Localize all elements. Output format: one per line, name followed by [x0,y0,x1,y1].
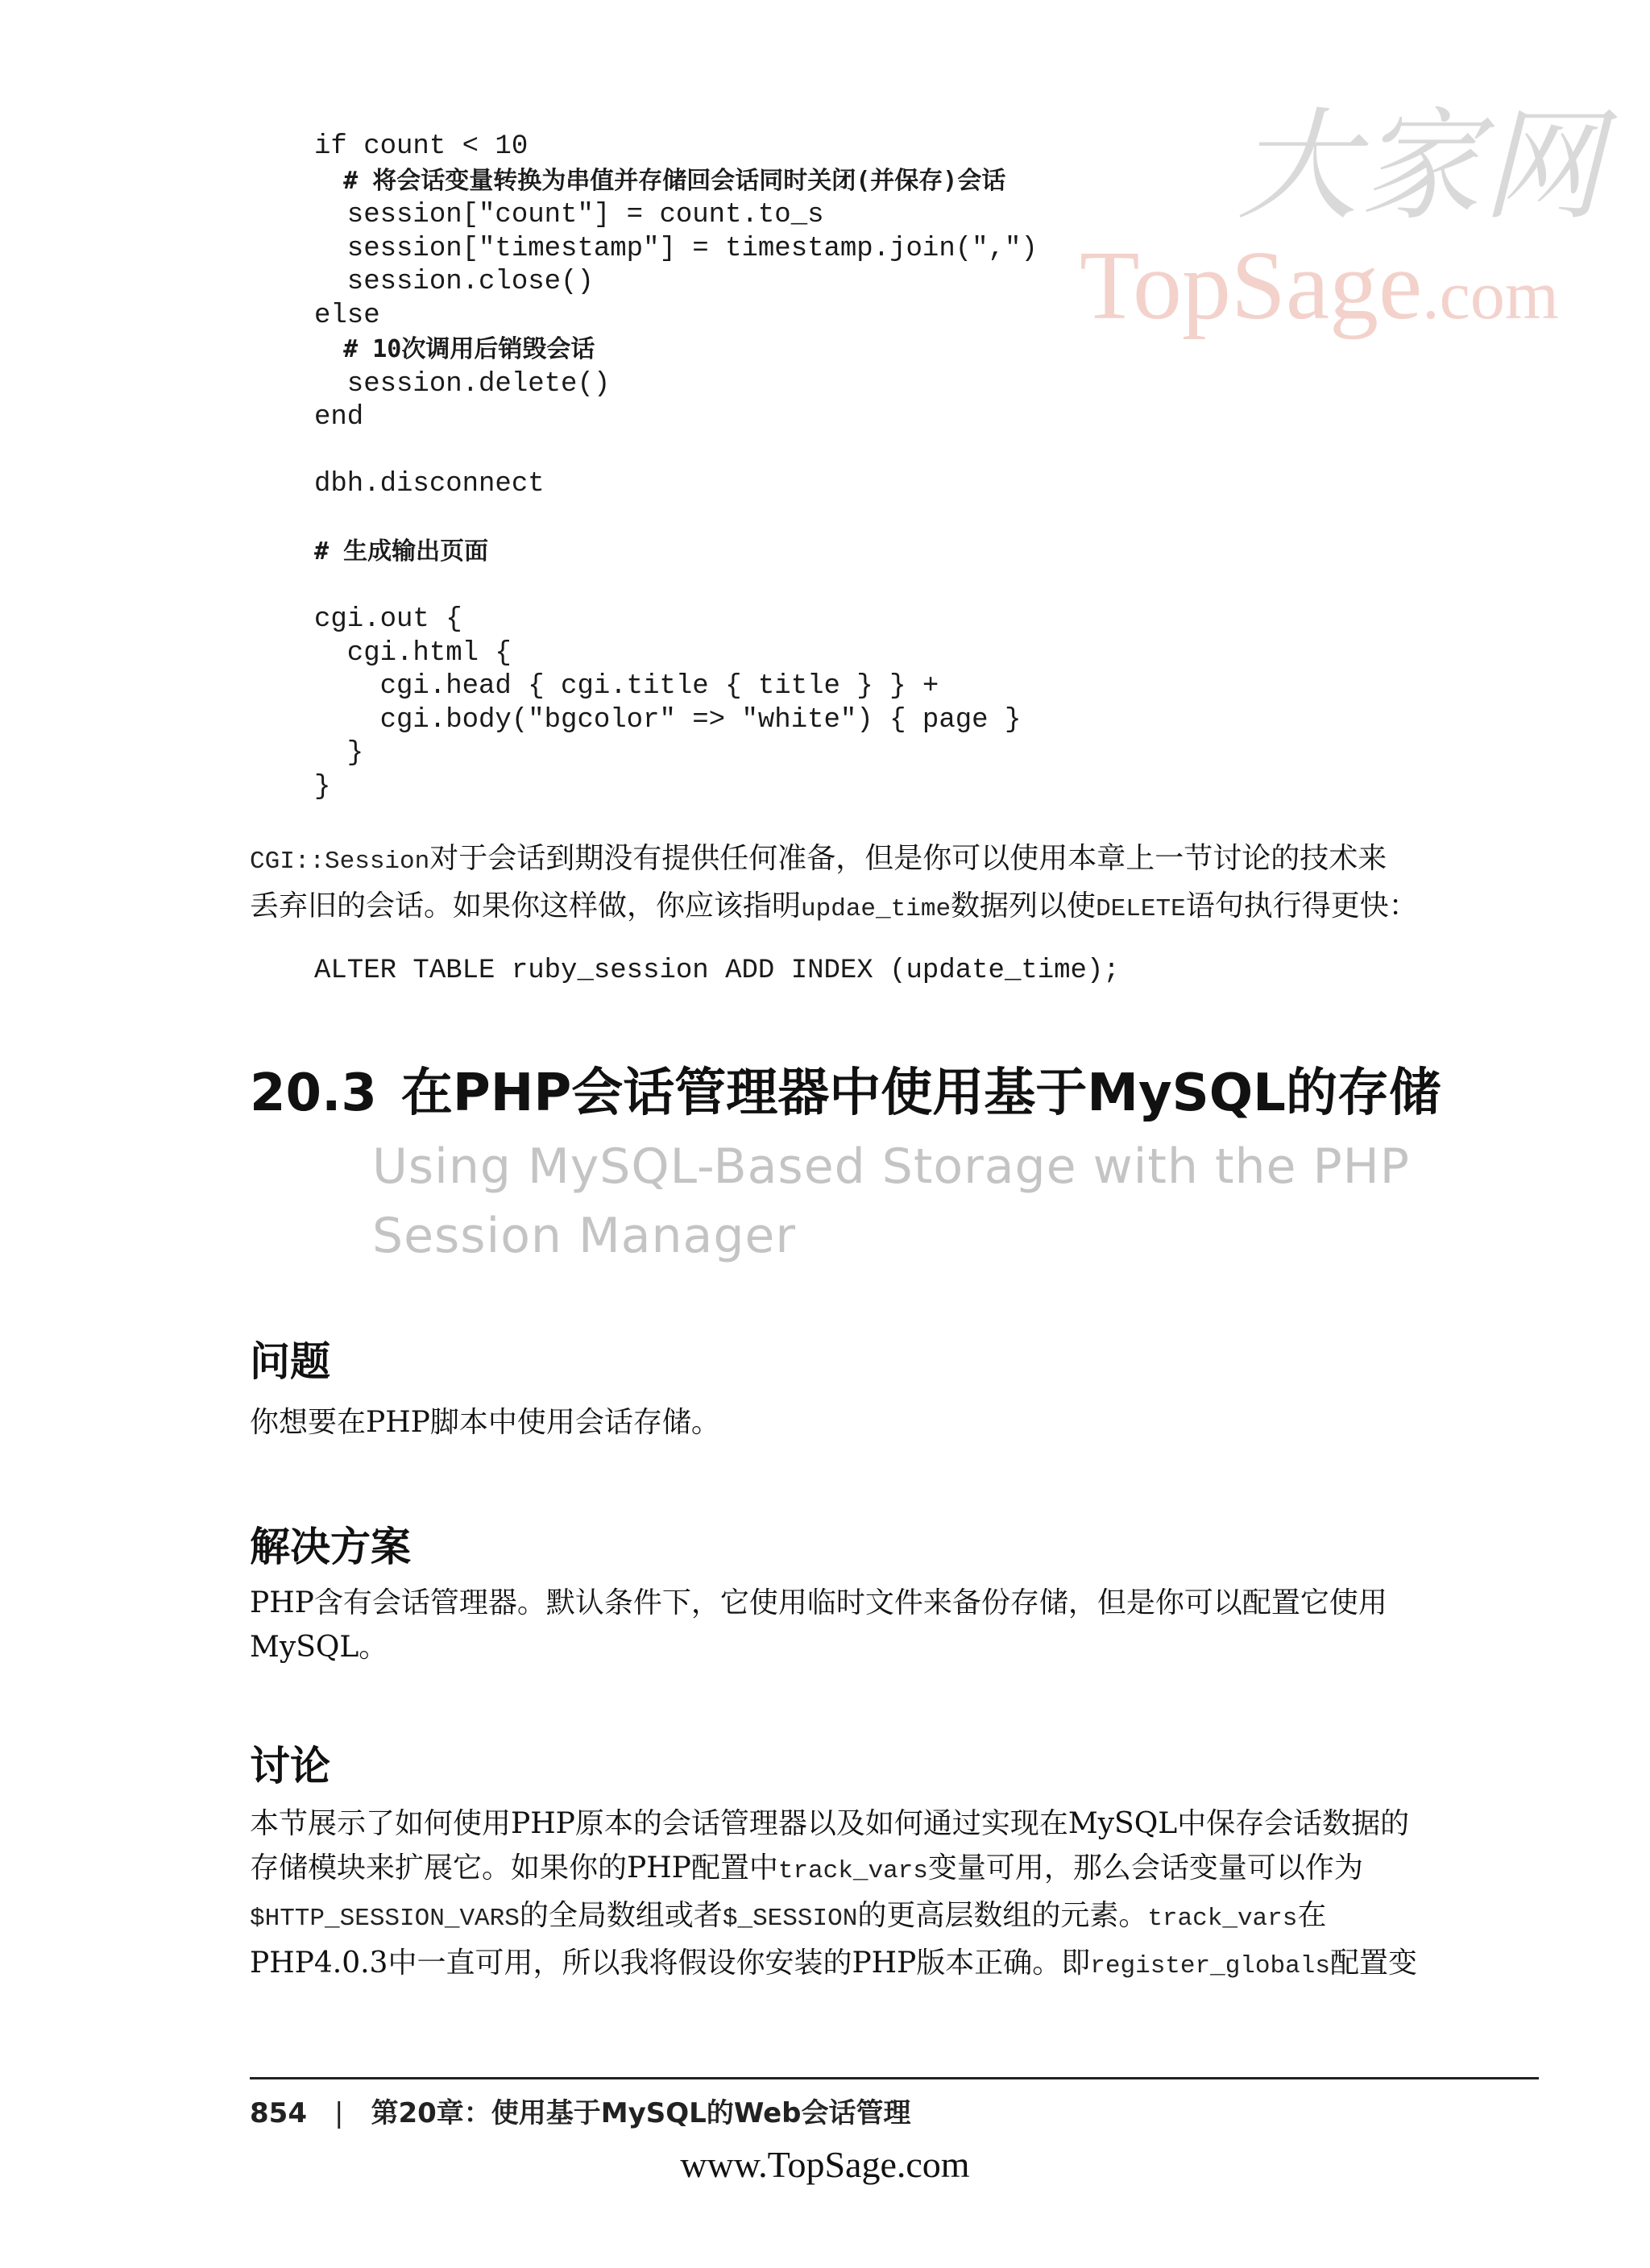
page-number: 854 [250,2097,307,2129]
code-line: else [314,300,380,331]
paragraph-line: 丢弃旧的会话。如果你这样做，你应该指明updae_time数据列以使DELETE语句执行得更快： [250,889,1418,923]
heading-discussion: 讨论 [250,1743,330,1789]
watermark-english: TopSage.com [1080,231,1559,340]
paragraph-solution [250,1581,1539,1669]
code-line: end [314,402,364,433]
paragraph-line: 本节展示了如何使用PHP原本的会话管理器以及如何通过实现在MySQL中保存会话数据的 [250,1807,1410,1840]
footer-rule [250,2077,1539,2079]
section-title: 20.3 在PHP会话管理器中使用基于MySQL的存储 [250,1064,1441,1123]
watermark-chinese: 大家网 [1237,97,1605,237]
paragraph-line: PHP4.0.3中一直可用，所以我将假设你安装的PHP版本正确。即register_globals配置变 [250,1947,1417,1980]
footer-separator: | [334,2097,344,2129]
watermark [1080,68,1605,342]
paragraph-line: MySQL。 [250,1631,388,1664]
code-comment: # 将会话变量转换为串值并存储回会话同时关闭(并保存)会话 [314,166,1006,195]
page-footer [250,2091,911,2130]
code-line: if count < 10 [314,131,529,162]
paragraph-line: 存储模块来扩展它。如果你的PHP配置中track_vars变量可用，那么会话变量可以作为 [250,1851,1363,1885]
paragraph-problem: 你想要在PHP脚本中使用会话存储。 [250,1406,720,1439]
paragraph-discussion [250,1802,1539,1988]
paragraph-line: PHP含有会话管理器。默认条件下，它使用临时文件来备份存储，但是你可以配置它使用 [250,1586,1387,1619]
code-line: } [314,771,331,802]
code-comment: # 10次调用后销毁会话 [314,335,595,363]
code-line: cgi.head { cgi.title { title } } + [314,671,939,702]
section-subtitle: Using MySQL-Based Storage with the PHP Session Manager [372,1138,1410,1264]
code-line: session["timestamp"] = timestamp.join(",") [314,233,1038,264]
code-alter-table: ALTER TABLE ruby_session ADD INDEX (update_time); [314,956,1120,986]
heading-solution: 解决方案 [250,1524,411,1570]
code-line: cgi.body("bgcolor" => "white") { page } [314,704,1022,736]
paragraph-line: CGI::Session对于会话到期没有提供任何准备，但是你可以使用本章上一节讨论的技术来 [250,842,1387,876]
code-line: cgi.html { [314,637,512,669]
paragraph-session-expiry [250,836,1539,931]
paragraph-line: $HTTP_SESSION_VARS的全局数组或者$_SESSION的更高层数组的元素。track_vars在 [250,1899,1327,1933]
code-comment: # 生成输出页面 [314,537,489,566]
code-line: session.close() [314,267,594,297]
chapter-title: 第20章：使用基于MySQL的Web会话管理 [371,2097,911,2129]
site-url: www.TopSage.com [680,2144,970,2185]
code-line: session.delete() [314,368,611,400]
code-line: dbh.disconnect [314,469,545,500]
code-line: } [314,738,364,769]
code-line: session["count"] = count.to_s [314,200,824,230]
code-line: cgi.out { [314,604,462,635]
heading-problem: 问题 [250,1338,330,1385]
code-block-ruby [314,131,1038,804]
